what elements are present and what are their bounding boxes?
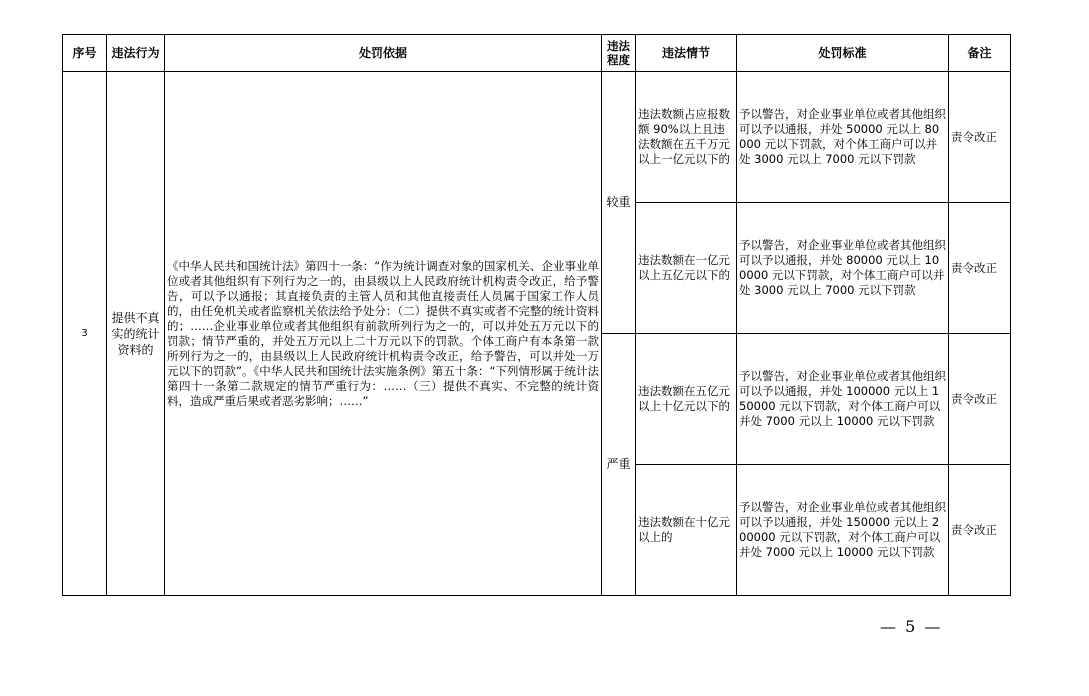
cell-degree-severe: 严重 — [602, 334, 636, 596]
header-standard: 处罚标准 — [737, 35, 949, 72]
cell-note-4: 责令改正 — [949, 465, 1011, 596]
cell-circumstance-4: 违法数额在十亿元以上的 — [636, 465, 737, 596]
penalty-standard-table — [62, 34, 1011, 596]
cell-note-2: 责令改正 — [949, 203, 1011, 334]
cell-note-3: 责令改正 — [949, 334, 1011, 465]
cell-circumstance-1: 违法数额占应报数额 90%以上且违法数额在五千万元以上一亿元以下的 — [636, 72, 737, 203]
table-header-row — [63, 35, 1011, 72]
header-seq: 序号 — [63, 35, 107, 72]
header-degree: 违法程度 — [602, 35, 636, 72]
cell-standard-4: 予以警告，对企业事业单位或者其他组织可以予以通报，并处 150000 元以上 200000 元以下罚款，对个体工商户可以并处 7000 元以上 10000 元以下罚款 — [737, 465, 949, 596]
header-basis: 处罚依据 — [165, 35, 602, 72]
cell-standard-3: 予以警告，对企业事业单位或者其他组织可以予以通报，并处 100000 元以上 150000 元以下罚款，对个体工商户可以并处 7000 元以上 10000 元以下罚款 — [737, 334, 949, 465]
cell-note-1: 责令改正 — [949, 72, 1011, 203]
cell-circumstance-3: 违法数额在五亿元以上十亿元以下的 — [636, 334, 737, 465]
header-circumstance: 违法情节 — [636, 35, 737, 72]
header-note: 备注 — [949, 35, 1011, 72]
cell-basis: 《中华人民共和国统计法》第四十一条：“作为统计调查对象的国家机关、企业事业单位或者其他组织有下列行为之一的，由县级以上人民政府统计机构责令改正，给予警告，可以予以通报；其直接负责的主管人员和其他直接责任人员属于国家工作人员的，由任免机关或者监察机关依法给予处分：（二）提供不真实或者不完整的统计资料的；……企业事业单位或者其他组织有前款所列行为之一的，可以并处五万元以下的罚款；情节严重的，并处五万元以上二十万元以下的罚款。个体工商户有本条第一款所列行为之一的，由县级以上人民政府统计机构责令改正，给予警告，可以并处一万元以下的罚款”。《中华人民共和国统计法实施条例》第五十条：“下列情形属于统计法第四十一条第二款规定的情节严重行为：……（三）提供不真实、不完整的统计资料，造成严重后果或者恶劣影响；……” — [165, 72, 602, 596]
cell-circumstance-2: 违法数额在一亿元以上五亿元以下的 — [636, 203, 737, 334]
cell-standard-1: 予以警告，对企业事业单位或者其他组织可以予以通报，并处 50000 元以上 80000 元以下罚款，对个体工商户可以并处 3000 元以上 7000 元以下罚款 — [737, 72, 949, 203]
cell-seq: 3 — [63, 72, 107, 596]
cell-degree-heavier: 较重 — [602, 72, 636, 334]
cell-standard-2: 予以警告，对企业事业单位或者其他组织可以予以通报，并处 80000 元以上 100000 元以下罚款，对个体工商户可以并处 3000 元以上 7000 元以下罚款 — [737, 203, 949, 334]
page-number: — 5 — — [880, 617, 943, 636]
cell-act: 提供不真实的统计资料的 — [107, 72, 165, 596]
header-act: 违法行为 — [107, 35, 165, 72]
table-row — [63, 72, 1011, 203]
